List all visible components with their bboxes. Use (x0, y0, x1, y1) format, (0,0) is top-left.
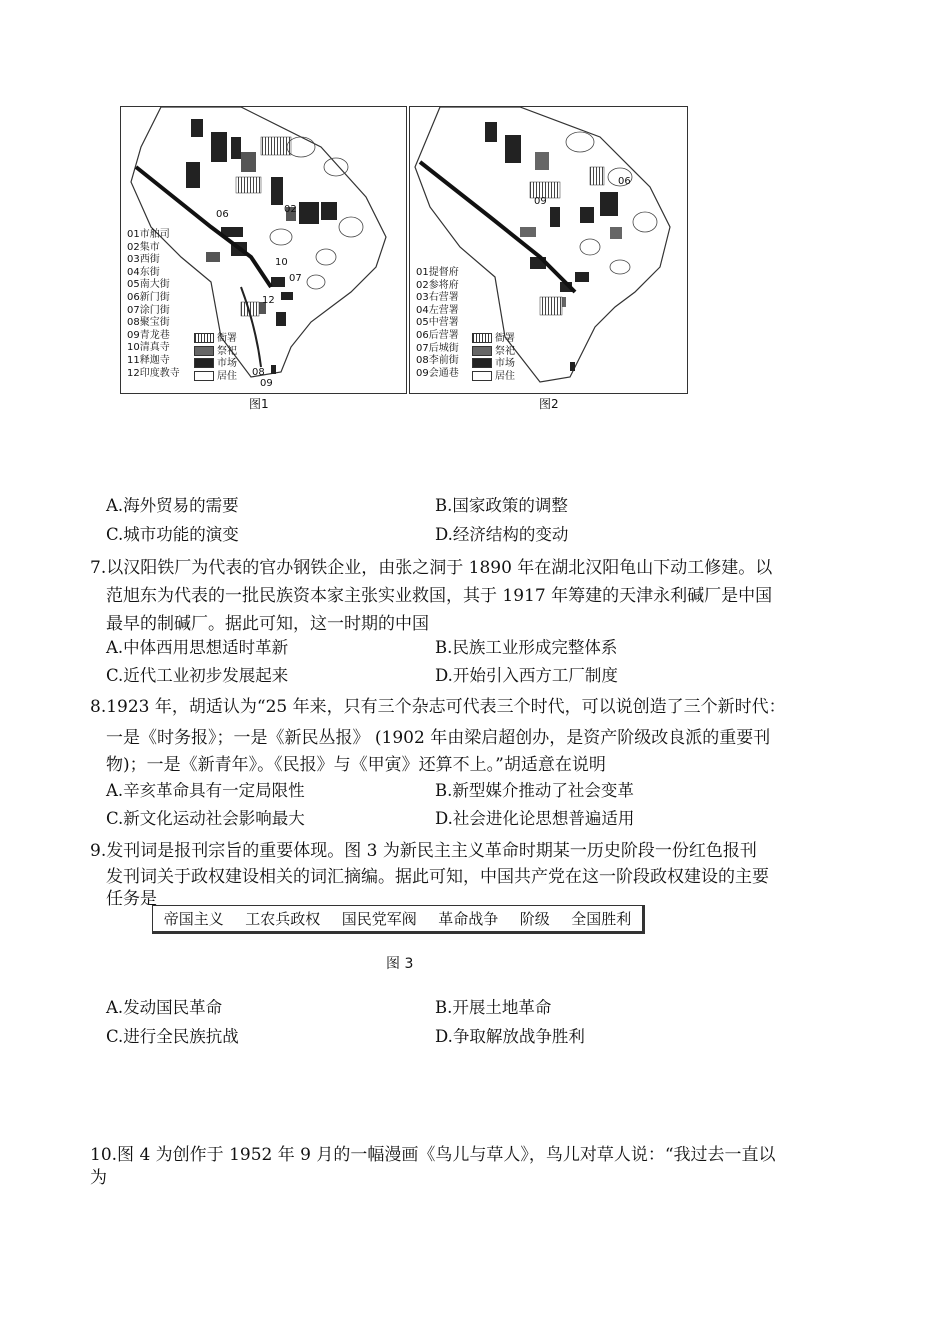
figure-1-caption: 图1 (249, 397, 269, 411)
key-row (194, 346, 237, 359)
q6-option-a[interactable]: A.海外贸易的需要 (106, 496, 239, 515)
q8-option-b[interactable]: B.新型媒介推动了社会变革 (435, 781, 634, 800)
legend-item: 05中营署 (416, 317, 459, 329)
q8-option-c[interactable]: C.新文化运动社会影响最大 (106, 809, 305, 828)
legend-item: 10清真寺 (127, 342, 170, 354)
q9-stem-line: 任务是 (106, 889, 157, 909)
key-label: 市场 (495, 358, 515, 370)
fig3-word: 帝国主义 (163, 910, 224, 928)
fig3-word: 国民党军阀 (341, 910, 417, 928)
key-row (194, 371, 237, 384)
legend-item: 11释迦寺 (127, 354, 170, 366)
legend-item: 01提督府 (416, 267, 459, 278)
map-1-key (194, 333, 237, 383)
q6-option-d[interactable]: D.经济结构的变动 (435, 525, 569, 544)
q9-stem-line: 发刊词关于政权建设相关的词汇摘编。据此可知，中国共产党在这一阶段政权建设的主要 (106, 867, 769, 887)
legend-item: 05南大街 (127, 279, 170, 291)
q8-option-a[interactable]: A.辛亥革命具有一定局限性 (106, 781, 305, 800)
map-2-key (472, 333, 515, 383)
q7-option-c[interactable]: C.近代工业初步发展起来 (106, 666, 289, 685)
q7-option-b[interactable]: B.民族工业形成完整体系 (435, 638, 618, 657)
q9-option-c[interactable]: C.进行全民族抗战 (106, 1027, 239, 1046)
map-label: 07 (289, 273, 302, 284)
figure-3-word-box (152, 905, 645, 934)
map-figure-1 (120, 106, 407, 411)
legend-item: 07后城街 (416, 342, 459, 354)
key-row (194, 333, 237, 346)
map-label: 12 (262, 295, 275, 306)
q7-option-a[interactable]: A.中体西用思想适时革新 (106, 638, 289, 657)
black-swatch-icon (194, 358, 214, 368)
legend-item: 07涂门街 (127, 304, 170, 316)
key-row (194, 358, 237, 371)
legend-item: 06后营署 (416, 329, 459, 341)
legend-item: 04东街 (127, 266, 160, 278)
q9-option-d[interactable]: D.争取解放战争胜利 (435, 1027, 585, 1046)
empty-swatch-icon (472, 371, 492, 381)
fig3-word: 阶级 (519, 910, 550, 928)
legend-item: 02集市 (127, 241, 160, 253)
q6-option-c[interactable]: C.城市功能的演变 (106, 525, 239, 544)
legend-item: 08李前街 (416, 355, 459, 367)
map-label: 06 (618, 176, 631, 187)
key-label: 衙署 (217, 333, 237, 344)
legend-item: 03西街 (127, 254, 160, 266)
map-label: 02 (284, 204, 297, 215)
map-2-legend (416, 267, 459, 380)
figure-2-caption: 图2 (539, 397, 559, 411)
key-label: 市场 (217, 358, 237, 370)
q7-option-d[interactable]: D.开始引入西方工厂制度 (435, 666, 618, 685)
hatch-swatch-icon (194, 333, 214, 343)
key-label: 居住 (217, 370, 237, 382)
q8-stem-line: 8.1923 年，胡适认为“25 年来，只有三个杂志可代表三个时代，可以说创造了三个新时代： (90, 697, 786, 717)
map-1-legend (127, 229, 180, 380)
q7-stem-line: 7.以汉阳铁厂为代表的官办钢铁企业，由张之洞于 1890 年在湖北汉阳龟山下动工修建。以 (90, 558, 773, 578)
q8-option-d[interactable]: D.社会进化论思想普遍适用 (435, 809, 635, 828)
key-row (472, 346, 515, 359)
legend-item: 09青龙巷 (127, 329, 170, 341)
q6-option-b[interactable]: B.国家政策的调整 (435, 496, 568, 515)
map-label: 09 (260, 378, 273, 389)
fig3-word: 革命战争 (438, 910, 499, 928)
key-label: 居住 (495, 370, 515, 382)
hatch-swatch-icon (472, 333, 492, 343)
legend-item: 12印度教寺 (127, 367, 180, 379)
gray-swatch-icon (472, 346, 492, 356)
legend-item: 08聚宝街 (127, 317, 170, 329)
key-row (472, 371, 515, 384)
q7-stem-line: 最早的制碱厂。据此可知，这一时期的中国 (106, 614, 429, 634)
fig3-word: 全国胜利 (571, 910, 632, 928)
legend-item: 09会通巷 (416, 367, 459, 379)
black-swatch-icon (472, 358, 492, 368)
map-label: 06 (216, 209, 229, 220)
empty-swatch-icon (194, 371, 214, 381)
legend-item: 02参将府 (416, 279, 459, 291)
map-figure-2 (409, 106, 688, 411)
q10-stem-line: 10.图 4 为创作于 1952 年 9 月的一幅漫画《鸟儿与草人》，鸟儿对草人说：“我过去一直以 (90, 1145, 776, 1165)
key-row (472, 358, 515, 371)
key-label: 祭祀 (495, 345, 515, 357)
figure-3-caption: 图 3 (386, 956, 414, 972)
q8-stem-line: 物)；一是《新青年》。《民报》与《甲寅》还算不上。”胡适意在说明 (106, 755, 606, 775)
q9-stem-line: 9.发刊词是报刊宗旨的重要体现。图 3 为新民主主义革命时期某一历史阶段一份红色报刊 (90, 841, 757, 861)
q9-option-a[interactable]: A.发动国民革命 (106, 998, 223, 1017)
legend-item: 01市舶司 (127, 229, 170, 240)
key-row (472, 333, 515, 346)
map-label: 09 (534, 196, 547, 207)
fig3-word: 工农兵政权 (245, 910, 321, 928)
legend-item: 06新门街 (127, 291, 170, 303)
key-label: 衙署 (495, 333, 515, 344)
legend-item: 04左营署 (416, 304, 459, 316)
key-label: 祭祀 (217, 345, 237, 357)
map-label: 08 (252, 367, 265, 378)
q9-option-b[interactable]: B.开展土地革命 (435, 998, 552, 1017)
q7-stem-line: 范旭东为代表的一批民族资本家主张实业救国，其于 1917 年筹建的天津永利碱厂是中国 (106, 586, 773, 606)
q10-stem-line: 为 (90, 1168, 107, 1188)
q8-stem-line: 一是《时务报》；一是《新民丛报》 (1902 年由梁启超创办，是资产阶级改良派的重要刊 (106, 728, 771, 748)
gray-swatch-icon (194, 346, 214, 356)
legend-item: 03右营署 (416, 292, 459, 304)
map-label: 10 (275, 257, 288, 268)
